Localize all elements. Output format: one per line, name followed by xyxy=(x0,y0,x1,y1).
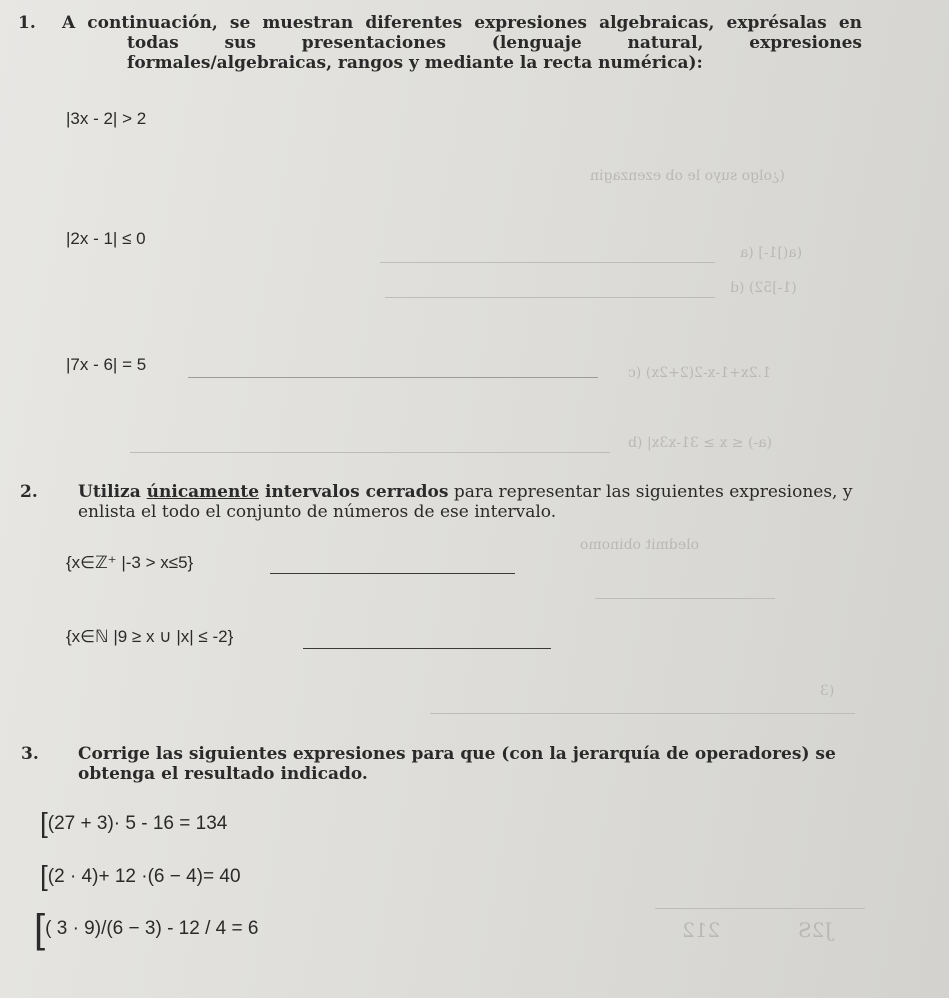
exercise-2-heading xyxy=(20,482,862,522)
exercise-2-number: 2. xyxy=(20,482,38,502)
expression-1: |3x - 2| > 2 xyxy=(66,109,147,128)
bleed-through-text: (a(]1-] (a xyxy=(740,245,803,261)
bleed-through-text: (¿olgo suyo le ob ezenzagin xyxy=(590,168,785,184)
bleed-through-text: J2S xyxy=(798,918,833,942)
answer-line xyxy=(130,452,610,453)
expression-fix-3-text: ( 3 · 9)/(6 − 3) - 12 / 4 = 6 xyxy=(45,918,259,939)
handwritten-bracket: [ xyxy=(40,860,48,891)
exercise-3-heading xyxy=(21,744,872,784)
handwritten-bracket: [ xyxy=(40,807,48,838)
exercise-3-number: 3. xyxy=(21,744,39,764)
exercise-1-heading xyxy=(18,13,862,73)
bleed-through-text: 212 xyxy=(682,918,721,942)
set-1: {x∈ℤ⁺ |-3 > x≤5} xyxy=(66,553,194,572)
expression-fix-1 xyxy=(40,807,228,838)
bleed-through-line xyxy=(430,713,855,714)
exercise-1-number: 1. xyxy=(18,13,36,33)
bleed-through-text: oledmit obinomo xyxy=(580,537,699,553)
answer-line xyxy=(385,297,715,298)
expression-fix-2-text: (2 · 4)+ 12 ·(6 − 4)= 40 xyxy=(47,866,241,887)
expression-fix-1-text: (27 + 3)· 5 - 16 = 134 xyxy=(47,813,228,834)
exercise-1-instruction: A continuación, se muestran diferentes expresiones algebraicas, exprésalas en todas sus presentaciones (lenguaje natural, expresiones formales/algebraicas, rangos y mediante la recta numérica): xyxy=(62,13,862,73)
exercise-2-instruction-post: para representar las siguientes expresiones, y enlista el todo el conjunto de números de ese intervalo. xyxy=(78,482,853,522)
answer-line xyxy=(270,573,515,574)
expression-fix-3 xyxy=(34,907,259,951)
answer-line xyxy=(188,377,598,378)
bleed-through-text: 1.2x+1-x-2(2+2x) (c xyxy=(628,365,771,381)
answer-line xyxy=(303,648,551,649)
expression-fix-2 xyxy=(40,860,241,891)
bleed-through-text: (3 xyxy=(820,683,835,699)
exercise-3-instruction: Corrige las siguientes expresiones para que (con la jerarquía de operadores) se obtenga el resultado indicado. xyxy=(78,744,836,784)
bleed-through-text: (1-]52) (d xyxy=(730,280,797,296)
bleed-through-line xyxy=(655,908,865,909)
bleed-through-line xyxy=(595,598,775,599)
exercise-2-instruction-bold: intervalos cerrados xyxy=(259,482,449,502)
handwritten-bracket: [ xyxy=(34,907,46,951)
exercise-2-instruction-underlined: únicamente xyxy=(146,482,260,502)
exercise-2-instruction-pre: Utiliza xyxy=(78,482,147,502)
expression-2: |2x - 1| ≤ 0 xyxy=(66,229,146,248)
set-2: {x∈ℕ |9 ≥ x ∪ |x| ≤ -2} xyxy=(66,627,234,646)
expression-3: |7x - 6| = 5 xyxy=(66,355,147,374)
answer-line xyxy=(380,262,715,263)
bleed-through-text: (a-) ≤ x ≥ 31-x3x| (b xyxy=(628,435,772,451)
